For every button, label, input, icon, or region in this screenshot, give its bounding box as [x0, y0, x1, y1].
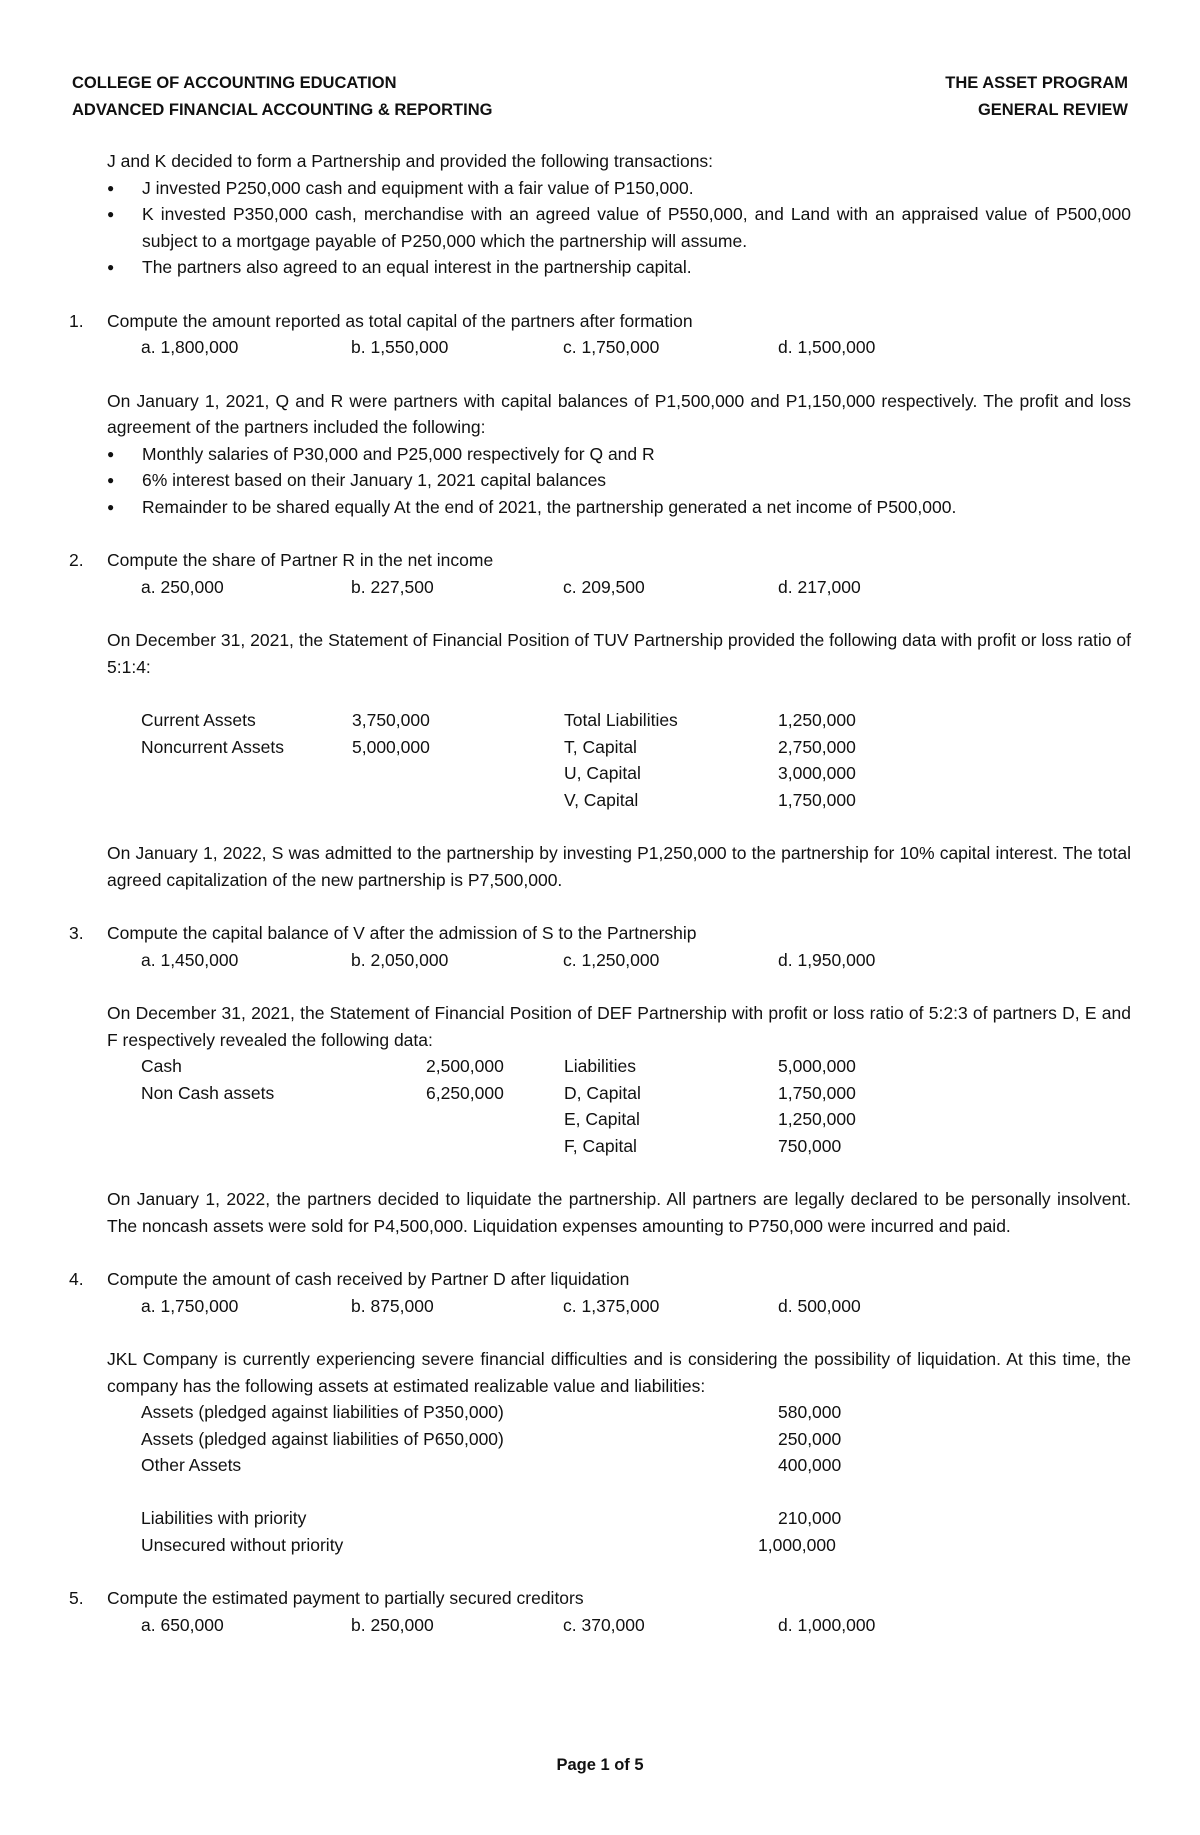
question-number: 1. — [69, 310, 84, 331]
table-cell: 6,250,000 — [426, 1082, 504, 1103]
case3-intro: On December 31, 2021, the Statement of Financial Position of TUV Partnership provided the following data with profit or loss ratio of 5:1:4: — [107, 630, 1131, 677]
document-body — [69, 148, 1131, 1638]
table-row — [141, 760, 856, 787]
case4-liquidation-text: On January 1, 2022, the partners decided to liquidate the partnership. All partners are legally declared to be personally insolvent. The noncash assets were sold for P4,500,000. Liquidation expenses amounting to P750,000 were incurred and paid. — [107, 1189, 1131, 1236]
table-cell — [426, 1106, 564, 1133]
choice-c: c. 370,000 — [563, 1614, 645, 1635]
table-cell — [352, 787, 564, 814]
table-cell: E, Capital — [564, 1109, 640, 1129]
choice-d: d. 1,000,000 — [778, 1614, 876, 1635]
course-title: ADVANCED FINANCIAL ACCOUNTING & REPORTING — [72, 101, 493, 119]
program-name: THE ASSET PROGRAM — [945, 74, 1128, 92]
table-cell: V, Capital — [564, 789, 639, 810]
table-row — [141, 707, 856, 734]
review-title: GENERAL REVIEW — [977, 101, 1128, 119]
table-cell: Noncurrent Assets — [141, 736, 284, 757]
choice-b: b. 250,000 — [351, 1614, 434, 1635]
choice-a: a. 1,450,000 — [141, 949, 239, 970]
choice-d: d. 1,500,000 — [778, 337, 876, 357]
choice-a: a. 250,000 — [141, 576, 224, 597]
table-row — [141, 787, 856, 814]
table-row — [141, 1505, 918, 1532]
table-cell — [141, 760, 352, 787]
table-row — [141, 1452, 918, 1479]
case5-intro: JKL Company is currently experiencing severe financial difficulties and is considering the possibility of liquidation. At this time, the company has the following assets at estimated realizable value and liabilities: — [107, 1349, 1131, 1396]
table-cell: 2,500,000 — [426, 1056, 504, 1076]
choice-b: b. 2,050,000 — [351, 949, 449, 970]
table-cell: 750,000 — [778, 1135, 842, 1156]
table-row — [141, 1426, 918, 1453]
table-cell: Liabilities — [564, 1056, 636, 1076]
table-cell — [141, 1133, 426, 1160]
bullet-item: ● J invested P250,000 cash and equipment with a fair value of P150,000. — [107, 175, 1131, 202]
answer-choices — [107, 1612, 1131, 1639]
case1-bullets — [107, 175, 1131, 281]
question-number: 4. — [69, 1269, 84, 1289]
table-cell: 3,750,000 — [352, 710, 430, 730]
bullet-item: ● K invested P350,000 cash, merchandise with an agreed value of P550,000, and Land with an appraised value of P500,000 subject to a mortgage payable of P250,000 which the partnership will assume. — [107, 201, 1131, 254]
table-cell: 1,250,000 — [778, 710, 856, 730]
answer-choices — [107, 574, 1131, 601]
question-number: 2. — [69, 550, 84, 570]
table-row — [141, 1532, 918, 1559]
table-cell: Other Assets — [141, 1455, 242, 1475]
choice-d: d. 1,950,000 — [778, 949, 876, 970]
table-cell: Cash — [141, 1056, 182, 1076]
bullet-item: ● 6% interest based on their January 1, 2021 capital balances — [107, 467, 1131, 494]
case2-bullets — [107, 441, 1131, 521]
table-cell: Unsecured without priority — [141, 1534, 344, 1555]
table-cell: Current Assets — [141, 710, 256, 730]
table-cell: D, Capital — [564, 1082, 641, 1103]
table-cell: T, Capital — [564, 736, 637, 757]
choice-c: c. 1,250,000 — [563, 949, 660, 970]
table-cell — [426, 1133, 564, 1160]
table-cell: 2,750,000 — [778, 736, 856, 757]
table-row — [141, 1080, 856, 1107]
question-2 — [69, 547, 1131, 600]
table-cell — [778, 1479, 918, 1506]
choice-c: c. 1,750,000 — [563, 337, 660, 357]
table-cell: 400,000 — [778, 1455, 842, 1475]
table-cell: Non Cash assets — [141, 1082, 275, 1103]
table-row — [141, 1133, 856, 1160]
question-number: 5. — [69, 1588, 84, 1608]
case1-intro: J and K decided to form a Partnership and provided the following transactions: — [107, 151, 714, 171]
question-5 — [69, 1585, 1131, 1638]
table-cell: Assets (pledged against liabilities of P350,000) — [141, 1402, 504, 1422]
college-name: COLLEGE OF ACCOUNTING EDUCATION — [72, 74, 397, 92]
choice-c: c. 209,500 — [563, 576, 645, 597]
question-text: Compute the estimated payment to partially secured creditors — [107, 1588, 584, 1608]
bullet-item: ● The partners also agreed to an equal interest in the partnership capital. — [107, 254, 1131, 281]
table-cell — [141, 787, 352, 814]
choice-c: c. 1,375,000 — [563, 1295, 660, 1316]
answer-choices — [107, 947, 1131, 974]
question-1 — [69, 308, 1131, 361]
question-text: Compute the amount reported as total capital of the partners after formation — [107, 310, 693, 331]
table-cell: 3,000,000 — [778, 763, 856, 783]
table-row — [141, 1106, 856, 1133]
table-row — [141, 1053, 856, 1080]
bullet-item: ● Monthly salaries of P30,000 and P25,000 respectively for Q and R — [107, 441, 1131, 468]
jkl-assets-liabilities-table — [141, 1399, 918, 1558]
case2-intro: On January 1, 2021, Q and R were partners with capital balances of P1,500,000 and P1,150,000 respectively. The profit and loss agreement of the partners included the following: — [107, 390, 1131, 437]
header-left — [72, 70, 492, 124]
table-row — [141, 1479, 918, 1506]
choice-a: a. 1,750,000 — [141, 1295, 239, 1316]
choice-a: a. 1,800,000 — [141, 337, 239, 357]
tuv-financial-position-table — [141, 707, 856, 813]
table-cell: 1,750,000 — [778, 1082, 856, 1103]
answer-choices — [107, 1293, 1131, 1320]
question-text: Compute the capital balance of V after the admission of S to the Partnership — [107, 923, 697, 943]
table-cell: 580,000 — [778, 1402, 842, 1422]
table-cell: Assets (pledged against liabilities of P650,000) — [141, 1428, 504, 1449]
page-number: Page 1 of 5 — [556, 1756, 644, 1774]
case3-admission-text: On January 1, 2022, S was admitted to the partnership by investing P1,250,000 to the partnership for 10% capital interest. The total agreed capitalization of the new partnership is P7,500,000. — [107, 843, 1131, 890]
choice-d: d. 217,000 — [778, 576, 861, 597]
table-cell: 1,250,000 — [778, 1109, 856, 1129]
table-cell: Total Liabilities — [564, 710, 678, 730]
table-cell: 1,000,000 — [758, 1534, 836, 1555]
choice-d: d. 500,000 — [778, 1295, 861, 1316]
question-text: Compute the amount of cash received by Partner D after liquidation — [107, 1269, 630, 1289]
def-financial-position-table — [141, 1053, 856, 1159]
table-cell: 250,000 — [778, 1428, 842, 1449]
question-number: 3. — [69, 923, 84, 943]
answer-choices — [107, 334, 1131, 361]
table-cell: Liabilities with priority — [141, 1508, 307, 1528]
question-text: Compute the share of Partner R in the net income — [107, 550, 494, 570]
table-cell — [352, 760, 564, 787]
choice-a: a. 650,000 — [141, 1614, 224, 1635]
question-3 — [69, 920, 1131, 973]
case4-intro: On December 31, 2021, the Statement of Financial Position of DEF Partnership with profit or loss ratio of 5:2:3 of partners D, E and F respectively revealed the following data: — [107, 1003, 1131, 1050]
choice-b: b. 1,550,000 — [351, 337, 449, 357]
table-cell: U, Capital — [564, 763, 641, 783]
question-4 — [69, 1266, 1131, 1319]
bullet-item: ● Remainder to be shared equally At the end of 2021, the partnership generated a net income of P500,000. — [107, 494, 1131, 521]
table-cell: 1,750,000 — [778, 789, 856, 810]
table-row — [141, 734, 856, 761]
table-row — [141, 1399, 918, 1426]
choice-b: b. 875,000 — [351, 1295, 434, 1316]
table-cell — [141, 1479, 778, 1506]
table-cell — [141, 1106, 426, 1133]
table-cell: F, Capital — [564, 1135, 637, 1156]
choice-b: b. 227,500 — [351, 576, 434, 597]
table-cell: 210,000 — [778, 1508, 842, 1528]
header-right — [945, 70, 1128, 124]
table-cell: 5,000,000 — [352, 736, 430, 757]
table-cell: 5,000,000 — [778, 1056, 856, 1076]
